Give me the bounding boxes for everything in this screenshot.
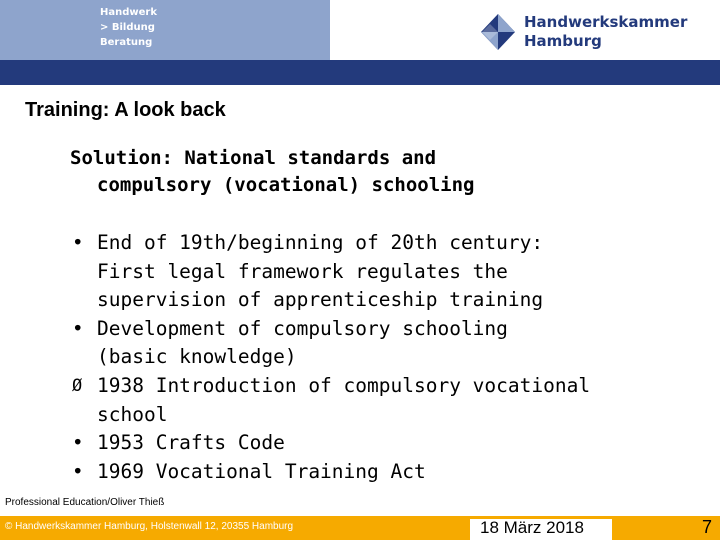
footer-left-band <box>0 516 470 540</box>
page-number: 7 <box>701 517 712 537</box>
logo-line: Handwerkskammer <box>524 13 688 31</box>
bullet-dot-icon: • <box>72 316 84 340</box>
bullet-item <box>72 372 672 429</box>
tagline-line: > Bildung <box>100 22 155 33</box>
logo-text <box>524 13 687 51</box>
bullet-item <box>72 458 672 487</box>
tagline-line: Handwerk <box>100 7 157 18</box>
slide-title: Training: A look back <box>25 99 226 121</box>
bullet-dot-icon: • <box>72 231 84 254</box>
bullet-line: school <box>97 402 168 426</box>
bullet-item <box>72 315 672 372</box>
logo-line: Hamburg <box>524 32 602 50</box>
slide-date: 18 März 2018 <box>480 518 584 537</box>
slide-subtitle <box>70 145 590 199</box>
header-band <box>0 0 330 60</box>
footer <box>0 516 720 540</box>
bullet-line: Development of compulsory schooling <box>97 316 508 340</box>
bullet-line: supervision of apprenticeship training <box>97 288 544 312</box>
bullet-item <box>72 229 672 315</box>
arrow-bullet-icon: Ø <box>72 375 83 396</box>
bullet-list <box>72 229 672 486</box>
bullet-dot-icon: • <box>72 431 84 455</box>
subtitle-line: Solution: National standards and <box>70 147 437 169</box>
bullet-line: (basic knowledge) <box>97 345 297 369</box>
bullet-dot-icon: • <box>72 459 84 483</box>
footnote: Professional Education/Oliver Thieß <box>5 497 165 508</box>
bullet-item <box>72 429 672 458</box>
copyright-text: © Handwerkskammer Hamburg, Holstenwall 12, 20355 Hamburg <box>5 521 294 532</box>
bullet-line: End of 19th/beginning of 20th century: <box>97 231 544 254</box>
header-bar <box>0 60 720 85</box>
bullet-line: 1969 Vocational Training Act <box>97 459 426 483</box>
footer-right-band <box>612 516 720 540</box>
subtitle-line: compulsory (vocational) schooling <box>97 174 475 196</box>
hwk-logo <box>478 12 688 52</box>
hwk-cube-logo-icon <box>478 12 518 52</box>
tagline-line: Beratung <box>100 37 153 48</box>
bullet-line: First legal framework regulates the <box>97 259 508 283</box>
bullet-line: 1953 Crafts Code <box>97 431 285 455</box>
tagline <box>100 5 157 50</box>
bullet-line: 1938 Introduction of compulsory vocational <box>97 373 591 397</box>
